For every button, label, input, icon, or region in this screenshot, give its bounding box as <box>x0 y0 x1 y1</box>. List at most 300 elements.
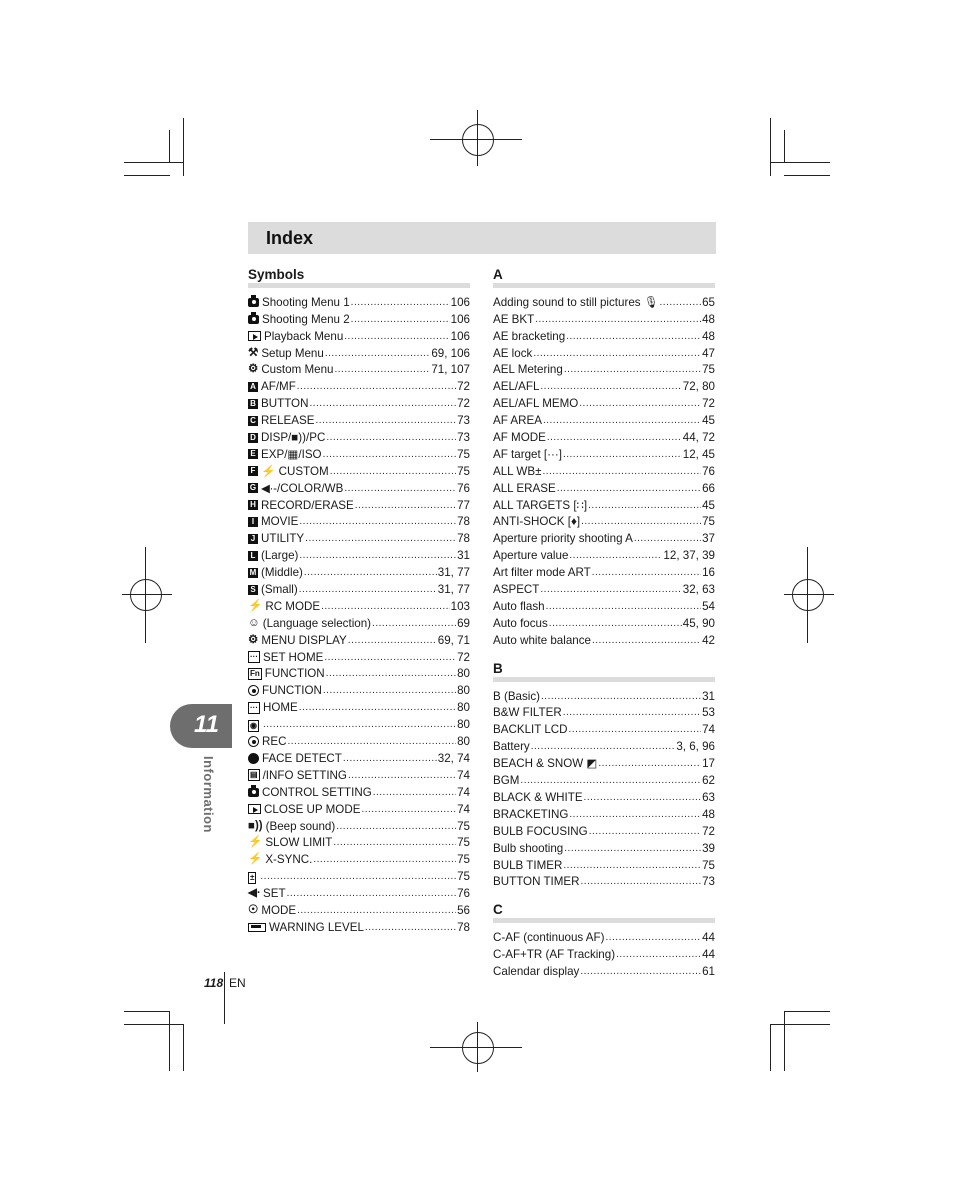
dot-leader <box>348 767 456 783</box>
dot-leader <box>305 530 456 546</box>
dot-leader <box>323 682 456 698</box>
symbols-list <box>248 293 470 935</box>
entry-pages: 103 <box>450 599 470 613</box>
camera-icon <box>248 788 259 797</box>
entry-pages: 80 <box>457 735 470 749</box>
info-icon: ▤ <box>250 770 258 780</box>
entry-pages: 72, 80 <box>682 380 715 394</box>
entry-pages: 39 <box>702 841 715 855</box>
dot-leader <box>547 429 682 445</box>
symbol-entry <box>248 377 470 394</box>
wb-arrow-icon: ◀∙ <box>248 887 261 900</box>
dot-leader <box>533 345 701 361</box>
a-entry <box>493 496 715 513</box>
playback-icon <box>248 804 261 814</box>
entry-label: ALL ERASE <box>493 481 556 495</box>
a-entry <box>493 411 715 428</box>
entry-label: FUNCTION <box>262 684 322 698</box>
dot-leader <box>287 733 456 749</box>
dot-leader <box>336 818 456 834</box>
entry-pages: 75 <box>702 363 715 377</box>
entry-pages: 72 <box>457 380 470 394</box>
dot-leader <box>557 480 701 496</box>
dot-leader <box>660 294 702 310</box>
entry-label: ALL WB± <box>493 464 542 478</box>
entry-pages: 106 <box>450 329 470 343</box>
entry-pages: 74 <box>702 723 715 737</box>
entry-pages: 72 <box>702 397 715 411</box>
entry-label: Bulb shooting <box>493 841 564 855</box>
dot-leader <box>563 704 701 720</box>
entry-pages: 73 <box>457 431 470 445</box>
entry-label: AF target [···] <box>493 447 562 461</box>
dot-leader <box>260 868 456 884</box>
rec-icon <box>248 685 259 696</box>
section-a-heading: A <box>493 266 715 288</box>
af-target-icon: ··· <box>250 702 258 712</box>
section-b-list <box>493 687 715 890</box>
custom-f-icon: F <box>248 466 258 476</box>
entry-label: /INFO SETTING <box>262 768 347 782</box>
b-entry <box>493 822 715 839</box>
dot-leader <box>299 513 456 529</box>
entry-label: WARNING LEVEL <box>269 920 364 934</box>
a-entry <box>493 361 715 378</box>
symbol-entry <box>248 800 470 817</box>
entry-pages: 69, 71 <box>437 633 470 647</box>
symbol-entry <box>248 411 470 428</box>
dot-leader <box>605 929 701 945</box>
a-entry <box>493 580 715 597</box>
entry-label: MENU DISPLAY <box>261 633 347 647</box>
dot-leader <box>569 806 701 822</box>
a-entry <box>493 394 715 411</box>
symbol-entry <box>248 918 470 935</box>
dot-leader <box>361 801 456 817</box>
dot-leader <box>309 395 456 411</box>
dot-leader <box>581 513 701 529</box>
custom-d-icon: D <box>248 433 258 443</box>
symbol-entry <box>248 766 470 783</box>
symbol-entry <box>248 631 470 648</box>
face-icon <box>248 753 259 764</box>
dot-leader <box>588 497 701 513</box>
dot-leader <box>324 649 456 665</box>
entry-label: BUTTON TIMER <box>493 875 580 889</box>
symbol-entry <box>248 850 470 867</box>
dot-leader <box>569 547 662 563</box>
entry-pages: 75 <box>457 870 470 884</box>
entry-label: Art filter mode ART <box>493 566 591 580</box>
entry-pages: 75 <box>457 447 470 461</box>
dot-leader <box>598 755 701 771</box>
symbol-entry <box>248 884 470 901</box>
a-entry <box>493 428 715 445</box>
symbol-entry <box>248 817 470 834</box>
section-b-heading: B <box>493 660 715 682</box>
entry-label: B (Basic) <box>493 689 541 703</box>
entry-label: Setup Menu <box>261 346 324 360</box>
entry-label: RECORD/ERASE <box>261 498 354 512</box>
symbol-entry <box>248 462 470 479</box>
entry-pages: 74 <box>457 785 470 799</box>
entry-pages: 73 <box>702 875 715 889</box>
dot-leader <box>344 480 456 496</box>
entry-label: C-AF+TR (AF Tracking) <box>493 948 616 962</box>
entry-label: Playback Menu <box>264 329 344 343</box>
c-entry <box>493 928 715 945</box>
b-entry <box>493 788 715 805</box>
entry-label: AEL/AFL MEMO <box>493 397 579 411</box>
symbol-entry <box>248 698 470 715</box>
entry-pages: 80 <box>457 667 470 681</box>
entry-pages: 31, 77 <box>437 583 470 597</box>
entry-pages: 65 <box>702 295 715 309</box>
entry-pages: 69, 106 <box>431 346 470 360</box>
b-entry <box>493 720 715 737</box>
a-entry <box>493 597 715 614</box>
symbol-entry <box>248 513 470 530</box>
dot-leader <box>263 716 456 732</box>
entry-label: CLOSE UP MODE <box>264 802 361 816</box>
symbols-column <box>248 266 470 935</box>
dot-leader <box>592 632 701 648</box>
dot-leader <box>297 902 456 918</box>
entry-pages: 31 <box>457 549 470 563</box>
symbol-entry <box>248 310 470 327</box>
entry-pages: 78 <box>457 532 470 546</box>
section-c-list <box>493 928 715 979</box>
a-entry <box>493 310 715 327</box>
symbol-entry <box>248 614 470 631</box>
dot-leader <box>330 463 456 479</box>
dot-leader <box>535 311 701 327</box>
entry-label: ◀∙-/COLOR/WB <box>261 481 344 495</box>
symbol-entry <box>248 648 470 665</box>
b-entry <box>493 754 715 771</box>
entry-label: Aperture priority shooting A <box>493 532 633 546</box>
symbol-entry <box>248 901 470 918</box>
dot-leader <box>520 772 701 788</box>
entry-pages: 74 <box>457 768 470 782</box>
entry-label: MODE <box>261 903 297 917</box>
entry-pages: 75 <box>457 836 470 850</box>
shooting-menu-2-icon <box>248 315 259 324</box>
entry-pages: 56 <box>457 903 470 917</box>
entry-label: (Small) <box>261 583 298 597</box>
entry-pages: 78 <box>457 515 470 529</box>
entry-pages: 32, 74 <box>437 751 470 765</box>
entry-label: FACE DETECT <box>262 751 342 765</box>
entry-label: UTILITY <box>261 532 305 546</box>
flash-icon: ⚡ <box>248 836 263 849</box>
battery-icon <box>248 923 266 932</box>
entry-label: RELEASE <box>261 414 315 428</box>
entry-pages: 77 <box>457 498 470 512</box>
a-entry <box>493 563 715 580</box>
symbol-entry <box>248 597 470 614</box>
a-entry <box>493 513 715 530</box>
b-entry <box>493 856 715 873</box>
entry-pages: 71, 107 <box>431 363 470 377</box>
custom-g-icon: G <box>249 483 257 493</box>
entry-pages: 75 <box>457 853 470 867</box>
dot-leader <box>297 378 456 394</box>
entry-label: BGM <box>493 774 520 788</box>
custom-e-icon: E <box>248 449 258 459</box>
dot-leader <box>592 564 701 580</box>
index-title-bar <box>248 222 716 254</box>
section-c-heading: C <box>493 901 715 923</box>
dot-leader <box>564 840 701 856</box>
flash-icon: ⚡ <box>248 853 263 866</box>
entry-label: Auto focus <box>493 616 548 630</box>
symbol-entry <box>248 344 470 361</box>
entry-pages: 42 <box>702 633 715 647</box>
entry-label: SLOW LIMIT <box>265 836 333 850</box>
entry-label: Custom Menu <box>261 363 334 377</box>
size-middle-icon: M <box>249 567 257 577</box>
symbol-entry <box>248 783 470 800</box>
entry-label: MOVIE <box>261 515 299 529</box>
dot-leader <box>348 632 437 648</box>
dot-leader <box>372 615 456 631</box>
entry-label: AE BKT <box>493 312 535 326</box>
setup-wrench-icon: ⚒ <box>248 346 259 359</box>
dot-leader <box>564 361 701 377</box>
a-entry <box>493 546 715 563</box>
entry-label: ALL TARGETS [∷] <box>493 498 588 512</box>
a-entry <box>493 445 715 462</box>
entry-label: C-AF (continuous AF) <box>493 931 605 945</box>
language-icon: ☺ <box>248 616 260 629</box>
entry-label: SET HOME <box>263 650 324 664</box>
entry-pages: 76 <box>457 481 470 495</box>
custom-a-icon: A <box>248 382 258 392</box>
dot-leader <box>355 497 456 513</box>
dot-leader <box>351 311 450 327</box>
dot-leader <box>326 429 456 445</box>
dot-leader <box>321 598 450 614</box>
dot-leader <box>373 784 456 800</box>
dot-leader <box>563 446 682 462</box>
entry-label: Adding sound to still pictures 🎙 <box>493 295 659 309</box>
entry-label: Aperture value <box>493 549 569 563</box>
entry-pages: 72 <box>457 650 470 664</box>
entry-pages: 31 <box>702 689 715 703</box>
entry-pages: 75 <box>457 819 470 833</box>
dot-leader <box>580 963 701 979</box>
entry-pages: 80 <box>457 701 470 715</box>
chapter-number: 11 <box>194 711 219 738</box>
entry-label: ASPECT <box>493 583 540 597</box>
dot-leader <box>543 412 701 428</box>
page-title: Index <box>266 228 314 248</box>
a-entry <box>493 614 715 631</box>
a-entry <box>493 631 715 648</box>
entry-label: BUTTON <box>261 397 309 411</box>
dot-leader <box>541 688 701 704</box>
dot-leader <box>351 294 450 310</box>
symbol-entry <box>248 479 470 496</box>
af-target-icon: ··· <box>250 652 258 662</box>
symbol-entry <box>248 834 470 851</box>
entry-pages: 80 <box>457 718 470 732</box>
section-a-list <box>493 293 715 648</box>
dot-leader <box>287 885 456 901</box>
a-entry <box>493 293 715 310</box>
entry-label: (Middle) <box>261 566 303 580</box>
dot-leader <box>634 530 701 546</box>
flash-exposure-icon: ± <box>250 873 255 883</box>
entry-pages: 44, 72 <box>682 431 715 445</box>
fn-icon: Fn <box>250 668 260 678</box>
a-entry <box>493 479 715 496</box>
dot-leader <box>344 328 449 344</box>
entry-label: Auto white balance <box>493 633 591 647</box>
dot-leader <box>343 750 437 766</box>
entry-pages: 48 <box>702 807 715 821</box>
entry-label: AF/MF <box>261 380 296 394</box>
custom-j-icon: J <box>248 534 258 544</box>
b-entry <box>493 737 715 754</box>
dot-leader <box>316 412 457 428</box>
entry-pages: 74 <box>457 802 470 816</box>
entry-label: ⚡ CUSTOM <box>261 464 329 478</box>
symbol-entry <box>248 361 470 378</box>
entry-pages: 47 <box>702 346 715 360</box>
entry-pages: 62 <box>702 774 715 788</box>
entry-label: B&W FILTER <box>493 706 562 720</box>
entry-label: X-SYNC. <box>265 853 313 867</box>
size-large-icon: L <box>248 551 258 561</box>
symbol-entry <box>248 496 470 513</box>
entry-pages: 48 <box>702 312 715 326</box>
flash-icon: ⚡ <box>248 599 263 612</box>
dot-leader <box>313 851 456 867</box>
mf-eye-icon: ◉ <box>250 721 257 731</box>
custom-h-icon: H <box>248 500 258 510</box>
entry-pages: 106 <box>450 312 470 326</box>
entry-label: BULB TIMER <box>493 858 563 872</box>
custom-b-icon: B <box>248 399 258 409</box>
symbol-entry <box>248 529 470 546</box>
dot-leader <box>326 665 456 681</box>
dot-leader <box>304 564 437 580</box>
entry-label: Shooting Menu 1 <box>262 295 350 309</box>
entry-label: AEL/AFL <box>493 380 540 394</box>
dot-leader <box>299 699 456 715</box>
entry-label: SET <box>263 887 286 901</box>
entry-pages: 72 <box>702 824 715 838</box>
entry-label: AE bracketing <box>493 329 566 343</box>
entry-pages: 44 <box>702 948 715 962</box>
entry-label: Shooting Menu 2 <box>262 312 350 326</box>
b-entry <box>493 704 715 721</box>
a-entry <box>493 327 715 344</box>
entry-pages: 44 <box>702 931 715 945</box>
entry-pages: 12, 37, 39 <box>663 549 715 563</box>
entry-pages: 76 <box>457 887 470 901</box>
dot-leader <box>569 721 702 737</box>
dot-leader <box>299 547 456 563</box>
page-language: EN <box>229 976 246 990</box>
dot-leader <box>579 395 701 411</box>
entry-label: (Beep sound) <box>265 819 336 833</box>
entry-label: (Large) <box>261 549 299 563</box>
entry-label: HOME <box>263 701 298 715</box>
entry-label: ANTI-SHOCK [♦] <box>493 515 581 529</box>
beep-icon: ■)) <box>248 819 263 832</box>
symbols-heading: Symbols <box>248 266 470 288</box>
entry-pages: 12, 45 <box>682 447 715 461</box>
entry-pages: 75 <box>702 515 715 529</box>
b-entry <box>493 839 715 856</box>
custom-gears-icon: ⚙ <box>248 633 259 646</box>
entry-pages: 106 <box>450 295 470 309</box>
a-entry <box>493 462 715 479</box>
symbol-entry <box>248 715 470 732</box>
symbol-entry <box>248 580 470 597</box>
dot-leader <box>333 834 456 850</box>
letters-column <box>493 266 715 979</box>
symbol-entry <box>248 563 470 580</box>
entry-label: Calendar display <box>493 965 580 979</box>
entry-label: Battery <box>493 740 530 754</box>
dot-leader <box>589 823 701 839</box>
b-entry <box>493 771 715 788</box>
rec-icon <box>248 736 259 747</box>
a-entry <box>493 377 715 394</box>
entry-pages: 48 <box>702 329 715 343</box>
entry-label: CONTROL SETTING <box>262 785 372 799</box>
entry-label: FUNCTION <box>264 667 325 681</box>
dot-leader <box>531 738 676 754</box>
dot-leader <box>616 946 701 962</box>
page-number: 118 <box>204 976 224 990</box>
entry-label: AF AREA <box>493 414 542 428</box>
entry-pages: 31, 77 <box>437 566 470 580</box>
dot-leader <box>365 919 456 935</box>
custom-gears-icon: ⚙ <box>248 363 259 376</box>
dot-leader <box>546 598 702 614</box>
entry-pages: 76 <box>702 464 715 478</box>
entry-pages: 75 <box>702 858 715 872</box>
entry-pages: 61 <box>702 965 715 979</box>
entry-pages: 54 <box>702 599 715 613</box>
entry-label: AEL Metering <box>493 363 563 377</box>
entry-pages: 53 <box>702 706 715 720</box>
footer-divider <box>224 972 225 1024</box>
entry-pages: 37 <box>702 532 715 546</box>
dot-leader <box>563 857 701 873</box>
a-entry <box>493 344 715 361</box>
movie-icon: ☉ <box>248 903 259 916</box>
c-entry <box>493 945 715 962</box>
dot-leader <box>540 581 681 597</box>
entry-label: EXP/▦/ISO <box>261 447 322 461</box>
shooting-menu-1-icon <box>248 298 259 307</box>
symbol-entry <box>248 749 470 766</box>
entry-pages: 69 <box>457 616 470 630</box>
a-entry <box>493 529 715 546</box>
chapter-label: Information <box>201 756 216 833</box>
symbol-entry <box>248 293 470 310</box>
entry-pages: 73 <box>457 414 470 428</box>
entry-label: (Language selection) <box>262 616 372 630</box>
dot-leader <box>299 581 437 597</box>
entry-label: Auto flash <box>493 599 545 613</box>
